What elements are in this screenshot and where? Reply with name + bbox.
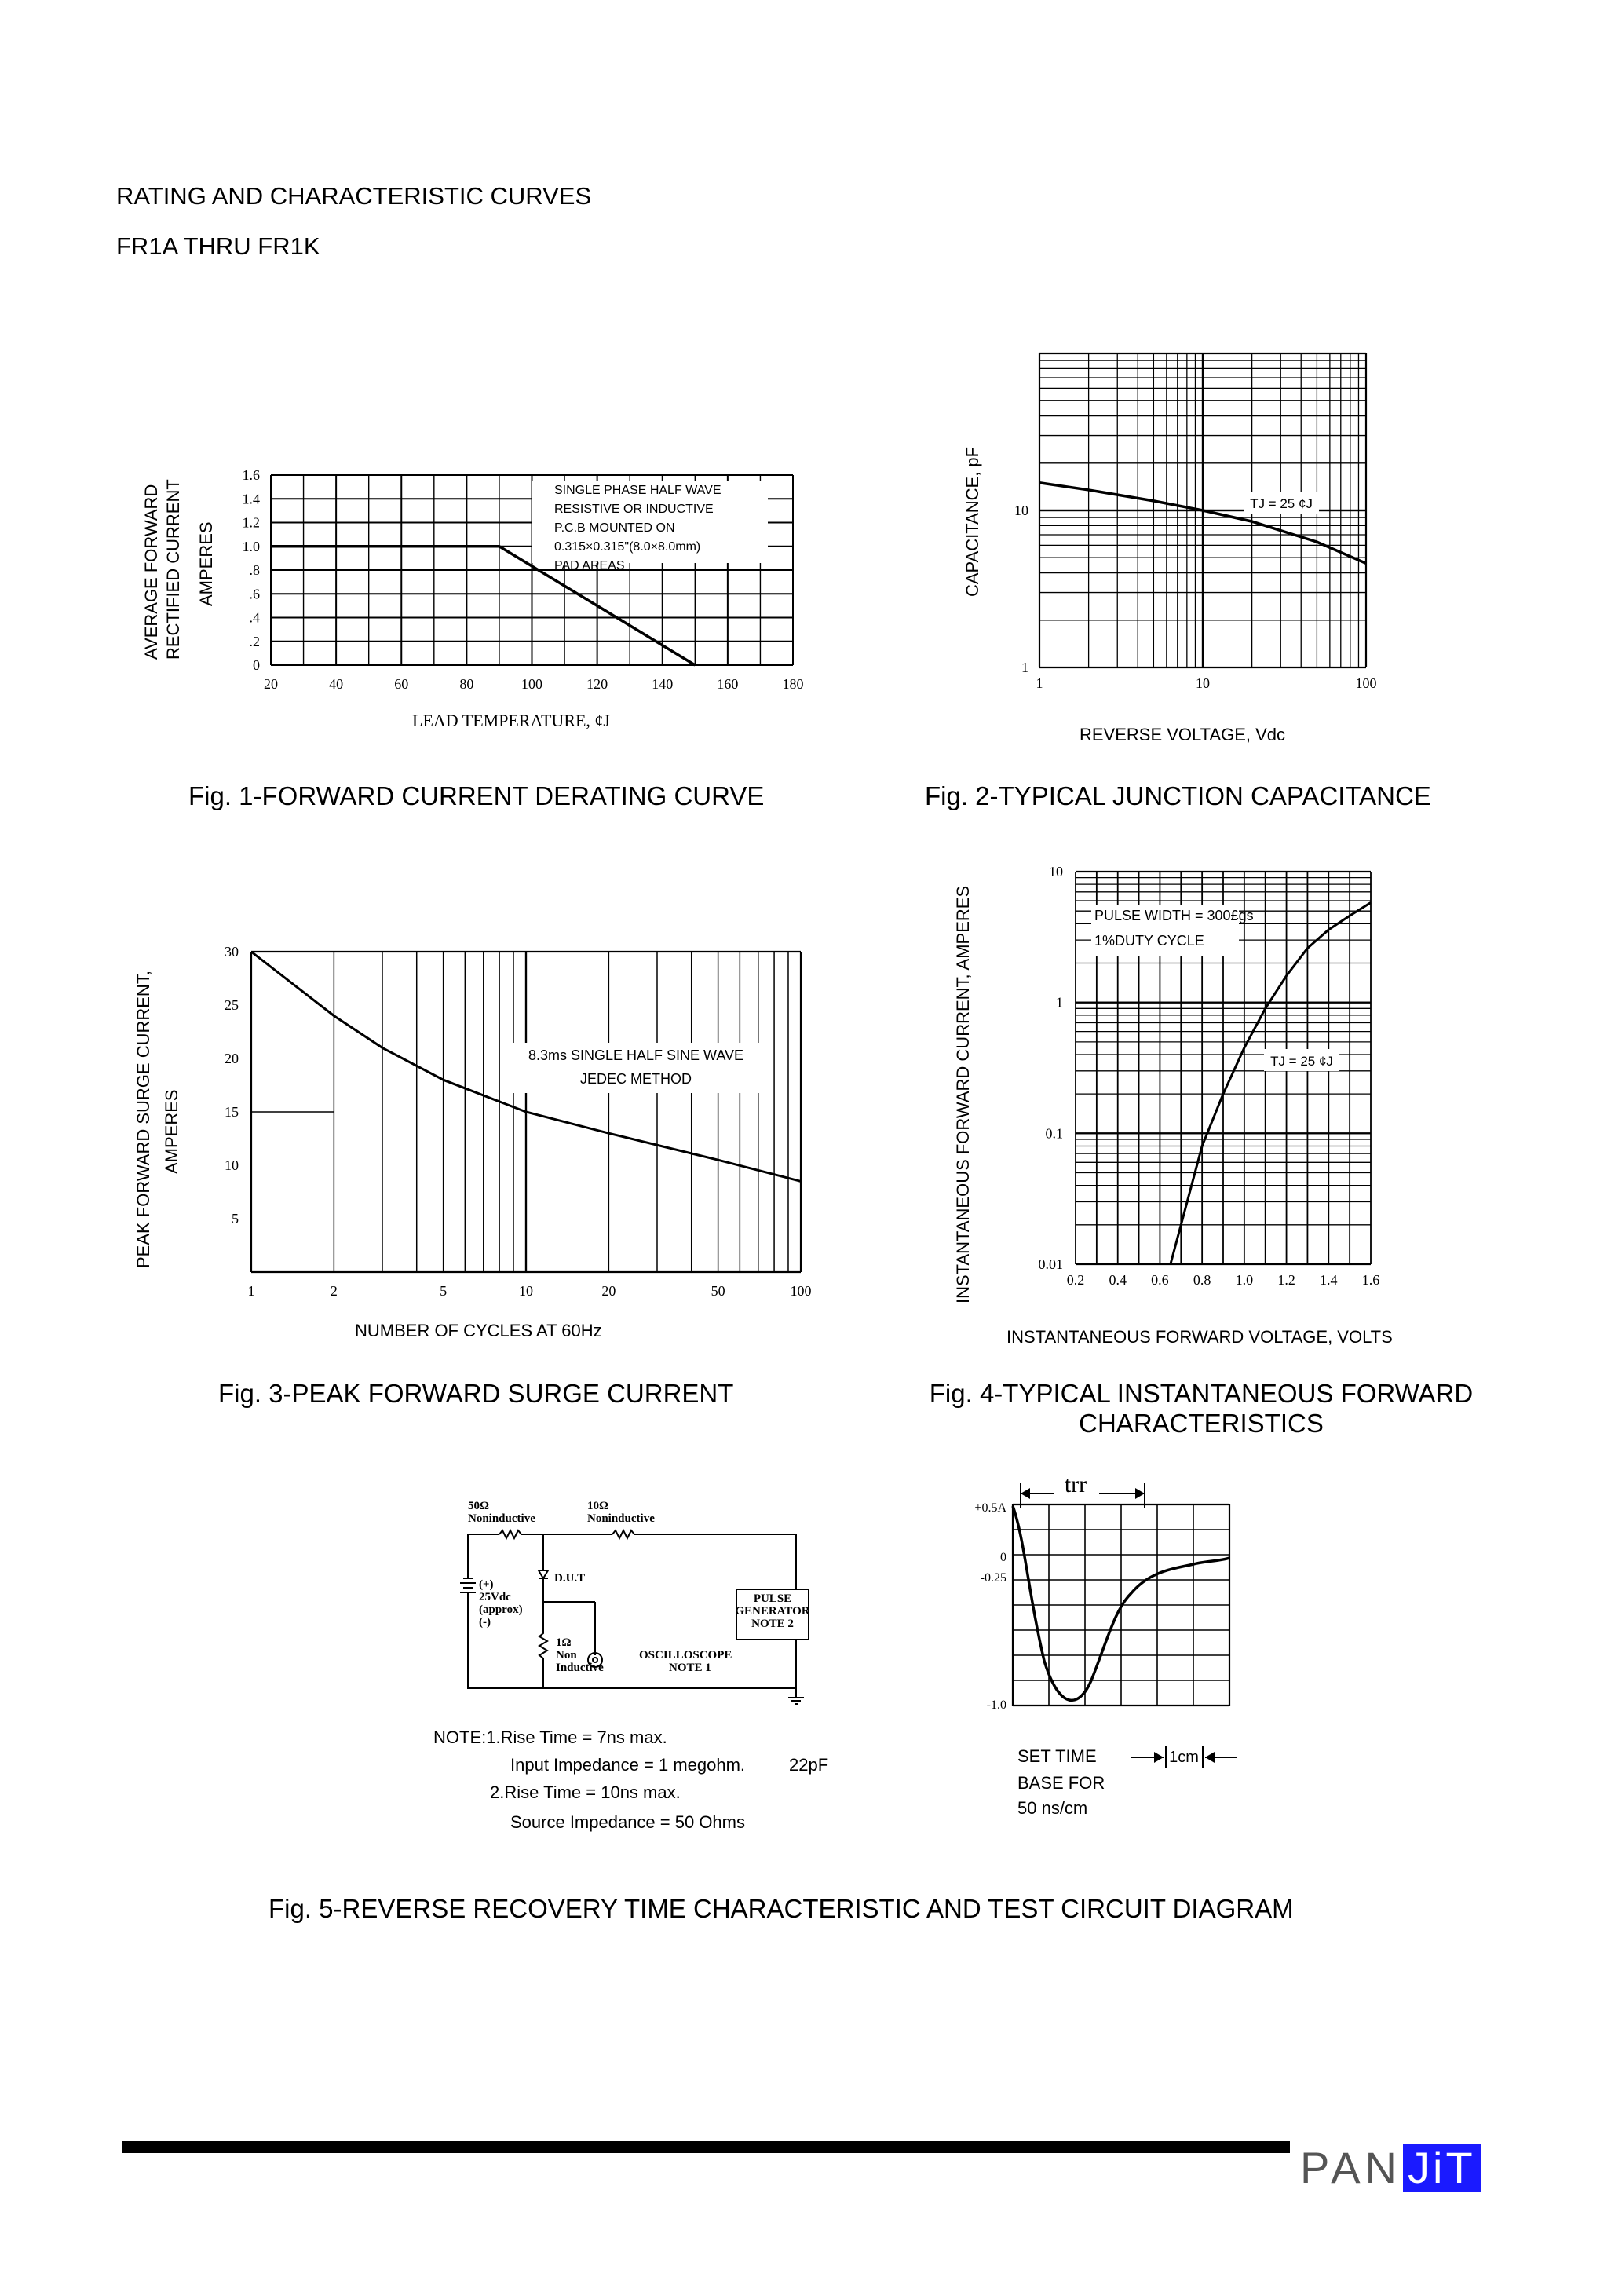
fig3-x-tick: 10 (519, 1283, 533, 1299)
fig4-x-tick: 1.2 (1277, 1272, 1295, 1288)
resistor-1-icon (539, 1602, 547, 1688)
fig4-x-tick: 1.4 (1320, 1272, 1338, 1288)
circuit-r3-3: Inductive (556, 1662, 604, 1674)
fig4-y-tick: 0.1 (1045, 1125, 1063, 1142)
fig1-chart (133, 448, 824, 746)
fig3-ylabel-2: AMPERES (162, 1089, 181, 1174)
panjit-logo (1300, 2144, 1481, 2192)
fig2-ylabel: CAPACITANCE, pF (963, 446, 982, 597)
fig4-x-tick: 1.6 (1361, 1272, 1380, 1288)
fig3-y-tick: 5 (232, 1211, 239, 1227)
fig3-caption: Fig. 3-PEAK FORWARD SURGE CURRENT (218, 1379, 734, 1408)
circuit-r3-value: 1Ω (556, 1636, 572, 1649)
fig1-y-tick: .8 (249, 562, 260, 578)
fig1-y-tick: 1.4 (242, 491, 260, 507)
fig3-y-tick: 10 (225, 1157, 239, 1173)
circuit-source-4: (-) (479, 1616, 491, 1629)
fig1-x-tick: 20 (264, 676, 278, 692)
fig4-y-tick: 10 (1049, 864, 1063, 879)
fig3-y-tick: 15 (225, 1104, 239, 1120)
fig3-x-tick: 5 (440, 1283, 448, 1299)
fig2-chart (942, 338, 1445, 746)
note-1b: Input Impedance = 1 megohm. (510, 1755, 746, 1775)
fig1-x-tick: 160 (717, 676, 739, 692)
fig4-x-tick: 0.6 (1151, 1272, 1169, 1288)
fig1-y-tick: 1.0 (242, 538, 260, 554)
fig4-caption-line2: CHARACTERISTICS (1079, 1409, 1324, 1438)
circuit-r1-value: 50Ω (468, 1500, 490, 1512)
fig3-y-tick: 25 (225, 997, 239, 1013)
fig4-y-tick: 1 (1056, 994, 1063, 1011)
fig4-x-tick: 0.8 (1193, 1272, 1211, 1288)
fig3-chart (133, 927, 824, 1351)
note-1: NOTE:1.Rise Time = 7ns max. (433, 1727, 667, 1747)
fig4-forward-curve (1171, 902, 1371, 1264)
fig4-x-tick: 1.0 (1235, 1272, 1254, 1288)
fig3-xlabel: NUMBER OF CYCLES AT 60Hz (355, 1321, 602, 1340)
fig1-x-tick: 140 (652, 676, 674, 692)
fig1-x-tick: 60 (394, 676, 409, 692)
resistor-50-icon (499, 1530, 521, 1538)
fig5-scale-arrowhead-left (1154, 1752, 1164, 1763)
fig1-x-tick: 40 (329, 676, 344, 692)
fig2-x-tick: 1 (1036, 675, 1043, 691)
fig5-y-tick: 0 (1000, 1551, 1006, 1564)
fig1-derating-curve (271, 547, 695, 665)
note-2b: Source Impedance = 50 Ohms (510, 1812, 745, 1832)
fig3-x-tick: 100 (790, 1283, 812, 1299)
fig2-y-tick: 10 (1014, 503, 1028, 518)
circuit-pulse-3: NOTE 2 (751, 1618, 794, 1630)
fig1-x-tick: 120 (586, 676, 608, 692)
fig5-trr-label: trr (1064, 1472, 1087, 1497)
fig4-chart (942, 824, 1476, 1358)
fig5-trr-arrowhead-left (1021, 1488, 1030, 1499)
battery-icon (460, 1578, 476, 1592)
circuit-scope-2: NOTE 1 (669, 1662, 711, 1674)
fig2-xlabel: REVERSE VOLTAGE, Vdc (1080, 725, 1286, 744)
page-title: RATING AND CHARACTERISTIC CURVES (116, 182, 592, 210)
fig1-ylabel-2: RECTIFIED CURRENT (163, 479, 183, 660)
fig2-x-tick: 100 (1355, 675, 1377, 691)
logo-jit: JiT (1403, 2144, 1481, 2192)
fig3-y-tick: 20 (225, 1051, 239, 1066)
fig1-annotation: SINGLE PHASE HALF WAVE (554, 484, 721, 497)
fig1-y-tick: .6 (249, 586, 260, 602)
fig1-y-tick: .4 (249, 609, 260, 626)
fig1-annotation: RESISTIVE OR INDUCTIVE (554, 503, 714, 516)
fig1-x-tick: 180 (782, 676, 804, 692)
note-2: 2.Rise Time = 10ns max. (490, 1782, 681, 1802)
fig1-ylabel-3: AMPERES (196, 521, 216, 606)
fig3-ylabel-1: PEAK FORWARD SURGE CURRENT, (133, 971, 153, 1268)
fig5-y-tick: -1.0 (986, 1698, 1006, 1712)
fig1-y-tick: 1.6 (242, 467, 260, 483)
circuit-pulse-1: PULSE (753, 1592, 792, 1605)
fig5-caption: Fig. 5-REVERSE RECOVERY TIME CHARACTERISTIC AND TEST CIRCUIT DIAGRAM (269, 1894, 1294, 1923)
fig2-caption: Fig. 2-TYPICAL JUNCTION CAPACITANCE (925, 781, 1431, 810)
fig4-y-tick: 0.01 (1038, 1256, 1063, 1272)
fig3-x-tick: 2 (330, 1283, 338, 1299)
circuit-source-3: (approx) (479, 1603, 523, 1616)
dut-diode-icon (539, 1570, 548, 1578)
fig1-ylabel-1: AVERAGE FORWARD (141, 484, 161, 660)
fig5-circuit (455, 1492, 864, 1720)
note-1c: 22pF (789, 1755, 829, 1775)
fig5-waveform (950, 1461, 1264, 1830)
fig3-annotation-1: 8.3ms SINGLE HALF SINE WAVE (528, 1047, 744, 1063)
fig4-x-tick: 0.2 (1066, 1272, 1085, 1288)
fig4-annotation-2: 1%DUTY CYCLE (1094, 933, 1204, 949)
fig5-scale-arrowhead-right (1205, 1752, 1215, 1763)
resistor-10-icon (612, 1530, 634, 1538)
fig4-annotation-1: PULSE WIDTH = 300£gs (1094, 908, 1254, 923)
circuit-scope-1: OSCILLOSCOPE (639, 1649, 732, 1662)
fig5-set-time-3: 50 ns/cm (1017, 1798, 1088, 1818)
circuit-source-1: (+) (479, 1578, 494, 1591)
fig1-annotation: P.C.B MOUNTED ON (554, 521, 675, 535)
page-subtitle: FR1A THRU FR1K (116, 232, 320, 260)
fig1-y-tick: 1.2 (242, 514, 260, 531)
fig4-x-tick: 0.4 (1109, 1272, 1127, 1288)
fig3-y-tick: 30 (225, 944, 239, 960)
fig2-x-tick: 10 (1196, 675, 1210, 691)
circuit-pulse-2: GENERATOR (735, 1605, 810, 1618)
ground-icon (788, 1688, 804, 1704)
fig3-x-tick: 20 (601, 1283, 616, 1299)
fig1-caption: Fig. 1-FORWARD CURRENT DERATING CURVE (188, 781, 765, 810)
circuit-r3-2: Non (556, 1649, 577, 1662)
fig4-caption (887, 1379, 1515, 1439)
footer-rule (122, 2141, 1290, 2153)
fig1-annotation: PAD AREAS (554, 559, 625, 572)
fig3-x-tick: 50 (711, 1283, 725, 1299)
logo-pan: PAN (1300, 2143, 1401, 2192)
fig1-y-tick: 0 (253, 657, 260, 673)
fig2-annotation: TJ = 25 ¢J (1250, 496, 1313, 511)
fig5-scale-label: 1cm (1169, 1749, 1199, 1766)
fig1-y-tick: .2 (249, 633, 260, 649)
circuit-r1-type: Noninductive (468, 1512, 535, 1525)
fig5-set-time-1: SET TIME (1017, 1746, 1097, 1766)
fig5-y-tick: +0.5A (974, 1501, 1006, 1515)
fig4-ylabel: INSTANTANEOUS FORWARD CURRENT, AMPERES (953, 885, 973, 1303)
fig3-annotation-2: JEDEC METHOD (579, 1071, 692, 1087)
fig3-x-tick: 1 (247, 1283, 255, 1299)
fig1-xlabel: LEAD TEMPERATURE, ¢J (412, 711, 610, 730)
circuit-r2-type: Noninductive (587, 1512, 655, 1525)
fig4-annotation-3: TJ = 25 ¢J (1270, 1054, 1333, 1069)
fig1-annotation: 0.315×0.315"(8.0×8.0mm) (554, 540, 701, 554)
fig5-set-time-2: BASE FOR (1017, 1773, 1105, 1793)
fig5-y-tick: -0.25 (980, 1571, 1006, 1585)
fig1-x-tick: 100 (521, 676, 542, 692)
fig2-y-tick: 1 (1021, 660, 1028, 675)
circuit-source-2: 25Vdc (479, 1591, 511, 1603)
fig1-x-tick: 80 (459, 676, 474, 692)
fig5-trr-arrowhead-right (1135, 1488, 1145, 1499)
fig4-caption-line1: Fig. 4-TYPICAL INSTANTANEOUS FORWARD (929, 1379, 1474, 1408)
circuit-r2-value: 10Ω (587, 1500, 609, 1512)
circuit-dut: D.U.T (554, 1572, 586, 1585)
fig4-xlabel: INSTANTANEOUS FORWARD VOLTAGE, VOLTS (1006, 1327, 1393, 1347)
